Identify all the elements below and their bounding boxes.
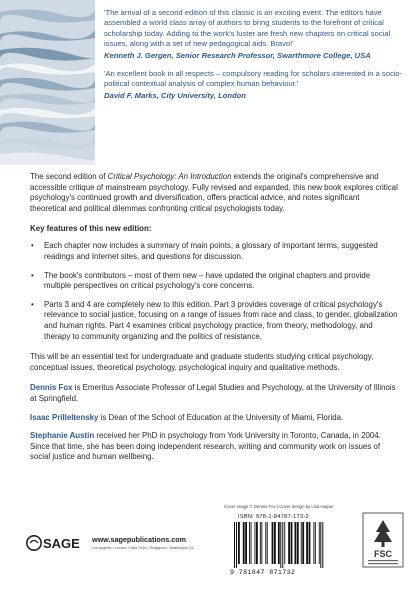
barcode-digits: 9 781847 871732 <box>230 569 296 576</box>
barcode-bar <box>267 522 268 564</box>
barcode-bar <box>319 522 320 564</box>
barcode-bar <box>291 522 293 564</box>
barcode-bar <box>295 522 297 564</box>
bullet-icon: • <box>31 299 34 309</box>
barcode-bar <box>288 522 290 564</box>
barcode-bar <box>256 522 258 564</box>
fsc-label: FSC <box>374 549 392 559</box>
barcode-bar <box>320 522 321 568</box>
barcode-bar <box>265 522 266 564</box>
barcode-bar <box>313 522 314 564</box>
intro-paragraph <box>30 172 398 214</box>
barcode-bar <box>243 522 245 564</box>
editor-name: Stephanie Austin <box>30 431 95 441</box>
barcode-bar <box>238 522 240 564</box>
barcode-bar <box>322 522 323 568</box>
endorsement-attribution: Kenneth J. Gergen, Senior Research Professor, Swarthmore College, USA <box>104 50 371 60</box>
bullet-icon: • <box>31 270 34 280</box>
barcode-bar <box>284 522 285 564</box>
barcode-bar <box>234 522 235 568</box>
barcode-bar <box>282 522 283 568</box>
fsc-logo <box>362 512 404 568</box>
barcode-bar <box>302 522 304 564</box>
features-list <box>30 241 398 342</box>
barcode-bar <box>309 522 311 564</box>
barcode-bar <box>297 522 299 564</box>
editor-bio-text: received her PhD in psychology from York University in Toronto, Canada, in 2004. Since that time, she has been doing independent research, writing and community work on issues of social justice and human wellbeing. <box>30 431 381 462</box>
editor-name: Isaac Prilleltensky <box>30 412 99 422</box>
barcode-bar <box>306 522 308 564</box>
intro-before: The second edition of <box>30 172 108 181</box>
intro-after: extends the original's comprehensive and accessible critique of mainstream psychology. Fully revised and expanded, this new book explores critical psychology's continued growth and diversification, offers practical advice, and notes significant theoretical and political dilemmas confronting critical psychologists today. <box>30 172 398 213</box>
barcode-bar <box>278 522 280 564</box>
barcode-bar <box>261 522 262 564</box>
publisher-url: www.sagepublications.com <box>92 535 186 544</box>
feature-text: The book's contributors – most of them new – have updated the original chapters and provide multiple perspectives on critical psychology's core concerns. <box>44 270 371 291</box>
blurb <box>30 172 398 471</box>
audience-paragraph: This will be an essential text for undergraduate and graduate students studying critical psychology, conceptual issues, theoretical psychology, psychological inquiry and qualitative methods. <box>30 352 374 372</box>
cover-water-image <box>0 0 95 165</box>
editor-bio <box>30 431 398 463</box>
quote-band <box>0 0 417 165</box>
sage-logo-text: SAGE <box>43 536 80 551</box>
editor-bio-text: is Emeritus Associate Professor of Legal Studies and Psychology, at the University of Illinois at Springfield. <box>30 383 396 403</box>
barcode-bar <box>255 522 256 564</box>
feature-text: Parts 3 and 4 are completely new to this edition. Part 3 provides coverage of critical psychology's relevance to social justice, focusing on a range of issues from race and class, to gender, globalization and human rights. Part 4 examines critical psychology practice, from theory, methodology, and therapy to community organizing and the politics of resistance. <box>44 299 398 341</box>
feature-text: Each chapter now includes a summary of main points, a glossary of important terms, suggested readings and Internet sites, and questions for discussion. <box>44 241 378 261</box>
editor-name: Dennis Fox <box>30 383 73 393</box>
endorsements <box>104 8 409 109</box>
barcode-bar <box>260 522 261 564</box>
cover-credits: Cover image © Dennis Fox | Cover design by Lisa Harper <box>224 504 334 509</box>
book-title: Critical Psychology: An Introduction <box>107 172 232 181</box>
editor-bio <box>30 413 398 424</box>
features-heading: Key features of this new edition: <box>30 224 152 234</box>
barcode-bar <box>315 522 316 564</box>
sage-logo <box>26 534 88 552</box>
barcode-bar <box>236 522 237 568</box>
barcode-bar <box>272 522 274 564</box>
endorsement-quote: 'An excellent book in all respects – compulsory reading for scholars interested in a socio-political contextual analysis of complex human behaviour.' <box>104 69 403 89</box>
feature-item <box>31 270 398 292</box>
editor-bio-text: is Dean of the School of Education at the University of Miami, Florida. <box>98 412 344 422</box>
barcode-bar <box>301 522 302 564</box>
barcode-bar <box>249 522 250 564</box>
barcode-bar <box>274 522 276 564</box>
editor-bio <box>30 383 398 404</box>
bullet-icon: • <box>31 241 34 251</box>
barcode-bar <box>245 522 247 564</box>
endorsement-attribution: David F. Marks, City University, London <box>104 90 246 100</box>
feature-item <box>31 299 398 342</box>
barcode <box>232 522 350 568</box>
barcode-bar <box>280 522 281 568</box>
isbn: ISBN: 978-1-84787-173-2 <box>238 514 309 520</box>
publisher-cities: Los Angeles • London • New Delhi • Singapore • Washington DC <box>92 546 195 550</box>
endorsement-quote: 'The arrival of a second edition of this classic is an exciting event. The editors have assembled a world class array of authors to bring students to the forefront of critical scholarship today. Adding to the work's luster are fresh new chapters on critical social issues, along with a set of new pedagogical aids. Bravo!' <box>104 8 391 49</box>
barcode-bar <box>251 522 252 564</box>
feature-item <box>31 241 398 262</box>
